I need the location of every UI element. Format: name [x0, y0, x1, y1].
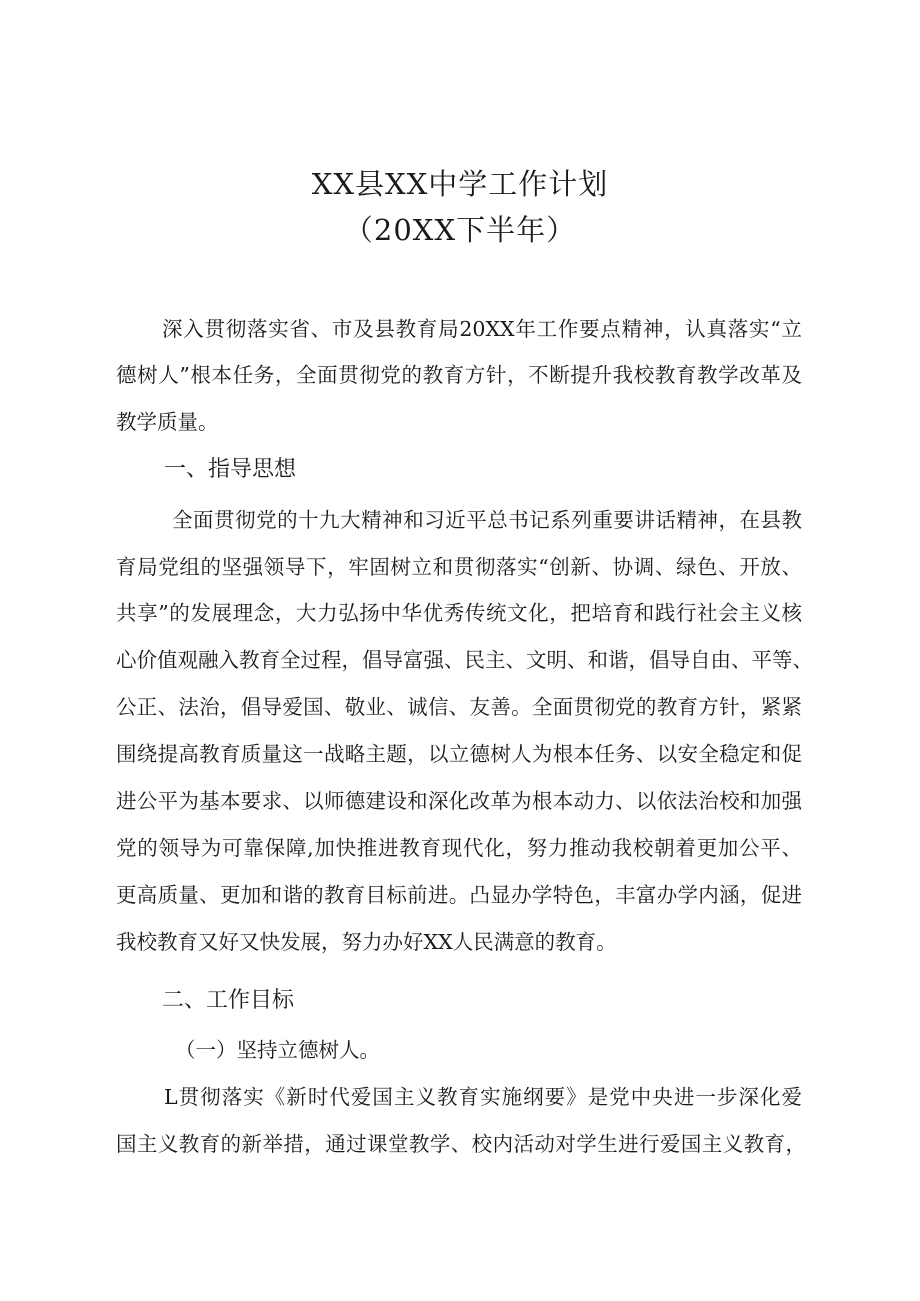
subsection-heading-moral-education: （一）坚持立德树人。 — [175, 1038, 380, 1062]
section1-line-3: 共享”的发展理念，大力弘扬中华优秀传统文化，把培育和践行社会主义核 — [116, 601, 802, 625]
section1-line-6: 围绕提高教育质量这一战略主题，以立德树人为根本任务、以安全稳定和促 — [116, 742, 802, 766]
section1-line-4: 心价值观融入教育全过程，倡导富强、民主、文明、和谐，倡导自由、平等、 — [116, 648, 813, 672]
section1-line-7: 进公平为基本要求、以师德建设和深化改革为根本动力、以依法治校和加强 — [116, 789, 802, 813]
intro-line-3: 教学质量。 — [116, 410, 219, 434]
section2-line-1: L贯彻落实《新时代爱国主义教育实施纲要》是党中央进一步深化爱 — [164, 1085, 802, 1109]
document-subtitle: （20XX下半年） — [343, 213, 577, 247]
intro-line-2: 德树人”根本任务，全面贯彻党的教育方针，不断提升我校教育教学改革及 — [116, 363, 802, 387]
section1-line-2: 育局党组的坚强领导下，牢固树立和贯彻落实“创新、协调、绿色、开放、 — [116, 555, 802, 579]
section1-line-1: 全面贯彻党的十九大精神和习近平总书记系列重要讲话精神，在县教 — [172, 508, 802, 532]
section1-line-9: 更高质量、更加和谐的教育目标前进。凸显办学特色，丰富办学内涵，促进 — [116, 883, 802, 907]
section1-line-10: 我校教育又好又快发展，努力办好XX人民满意的教育。 — [116, 930, 617, 954]
document-title: XX县XX中学工作计划 — [311, 167, 609, 201]
section2-line-2: 国主义教育的新举措，通过课堂教学、校内活动对学生进行爱国主义教育， — [116, 1132, 806, 1156]
section1-line-5: 公正、法治，倡导爱国、敬业、诚信、友善。全面贯彻党的教育方针，紧紧 — [116, 695, 802, 719]
intro-line-1: 深入贯彻落实省、市及县教育局20XX年工作要点精神，认真落实“立 — [162, 317, 802, 341]
section-heading-work-goals: 二、工作目标 — [162, 988, 295, 1013]
section1-line-8: 党的领导为可靠保障,加快推进教育现代化，努力推动我校朝着更加公平、 — [116, 836, 802, 860]
section-heading-guiding-ideology: 一、指导思想 — [164, 457, 297, 482]
